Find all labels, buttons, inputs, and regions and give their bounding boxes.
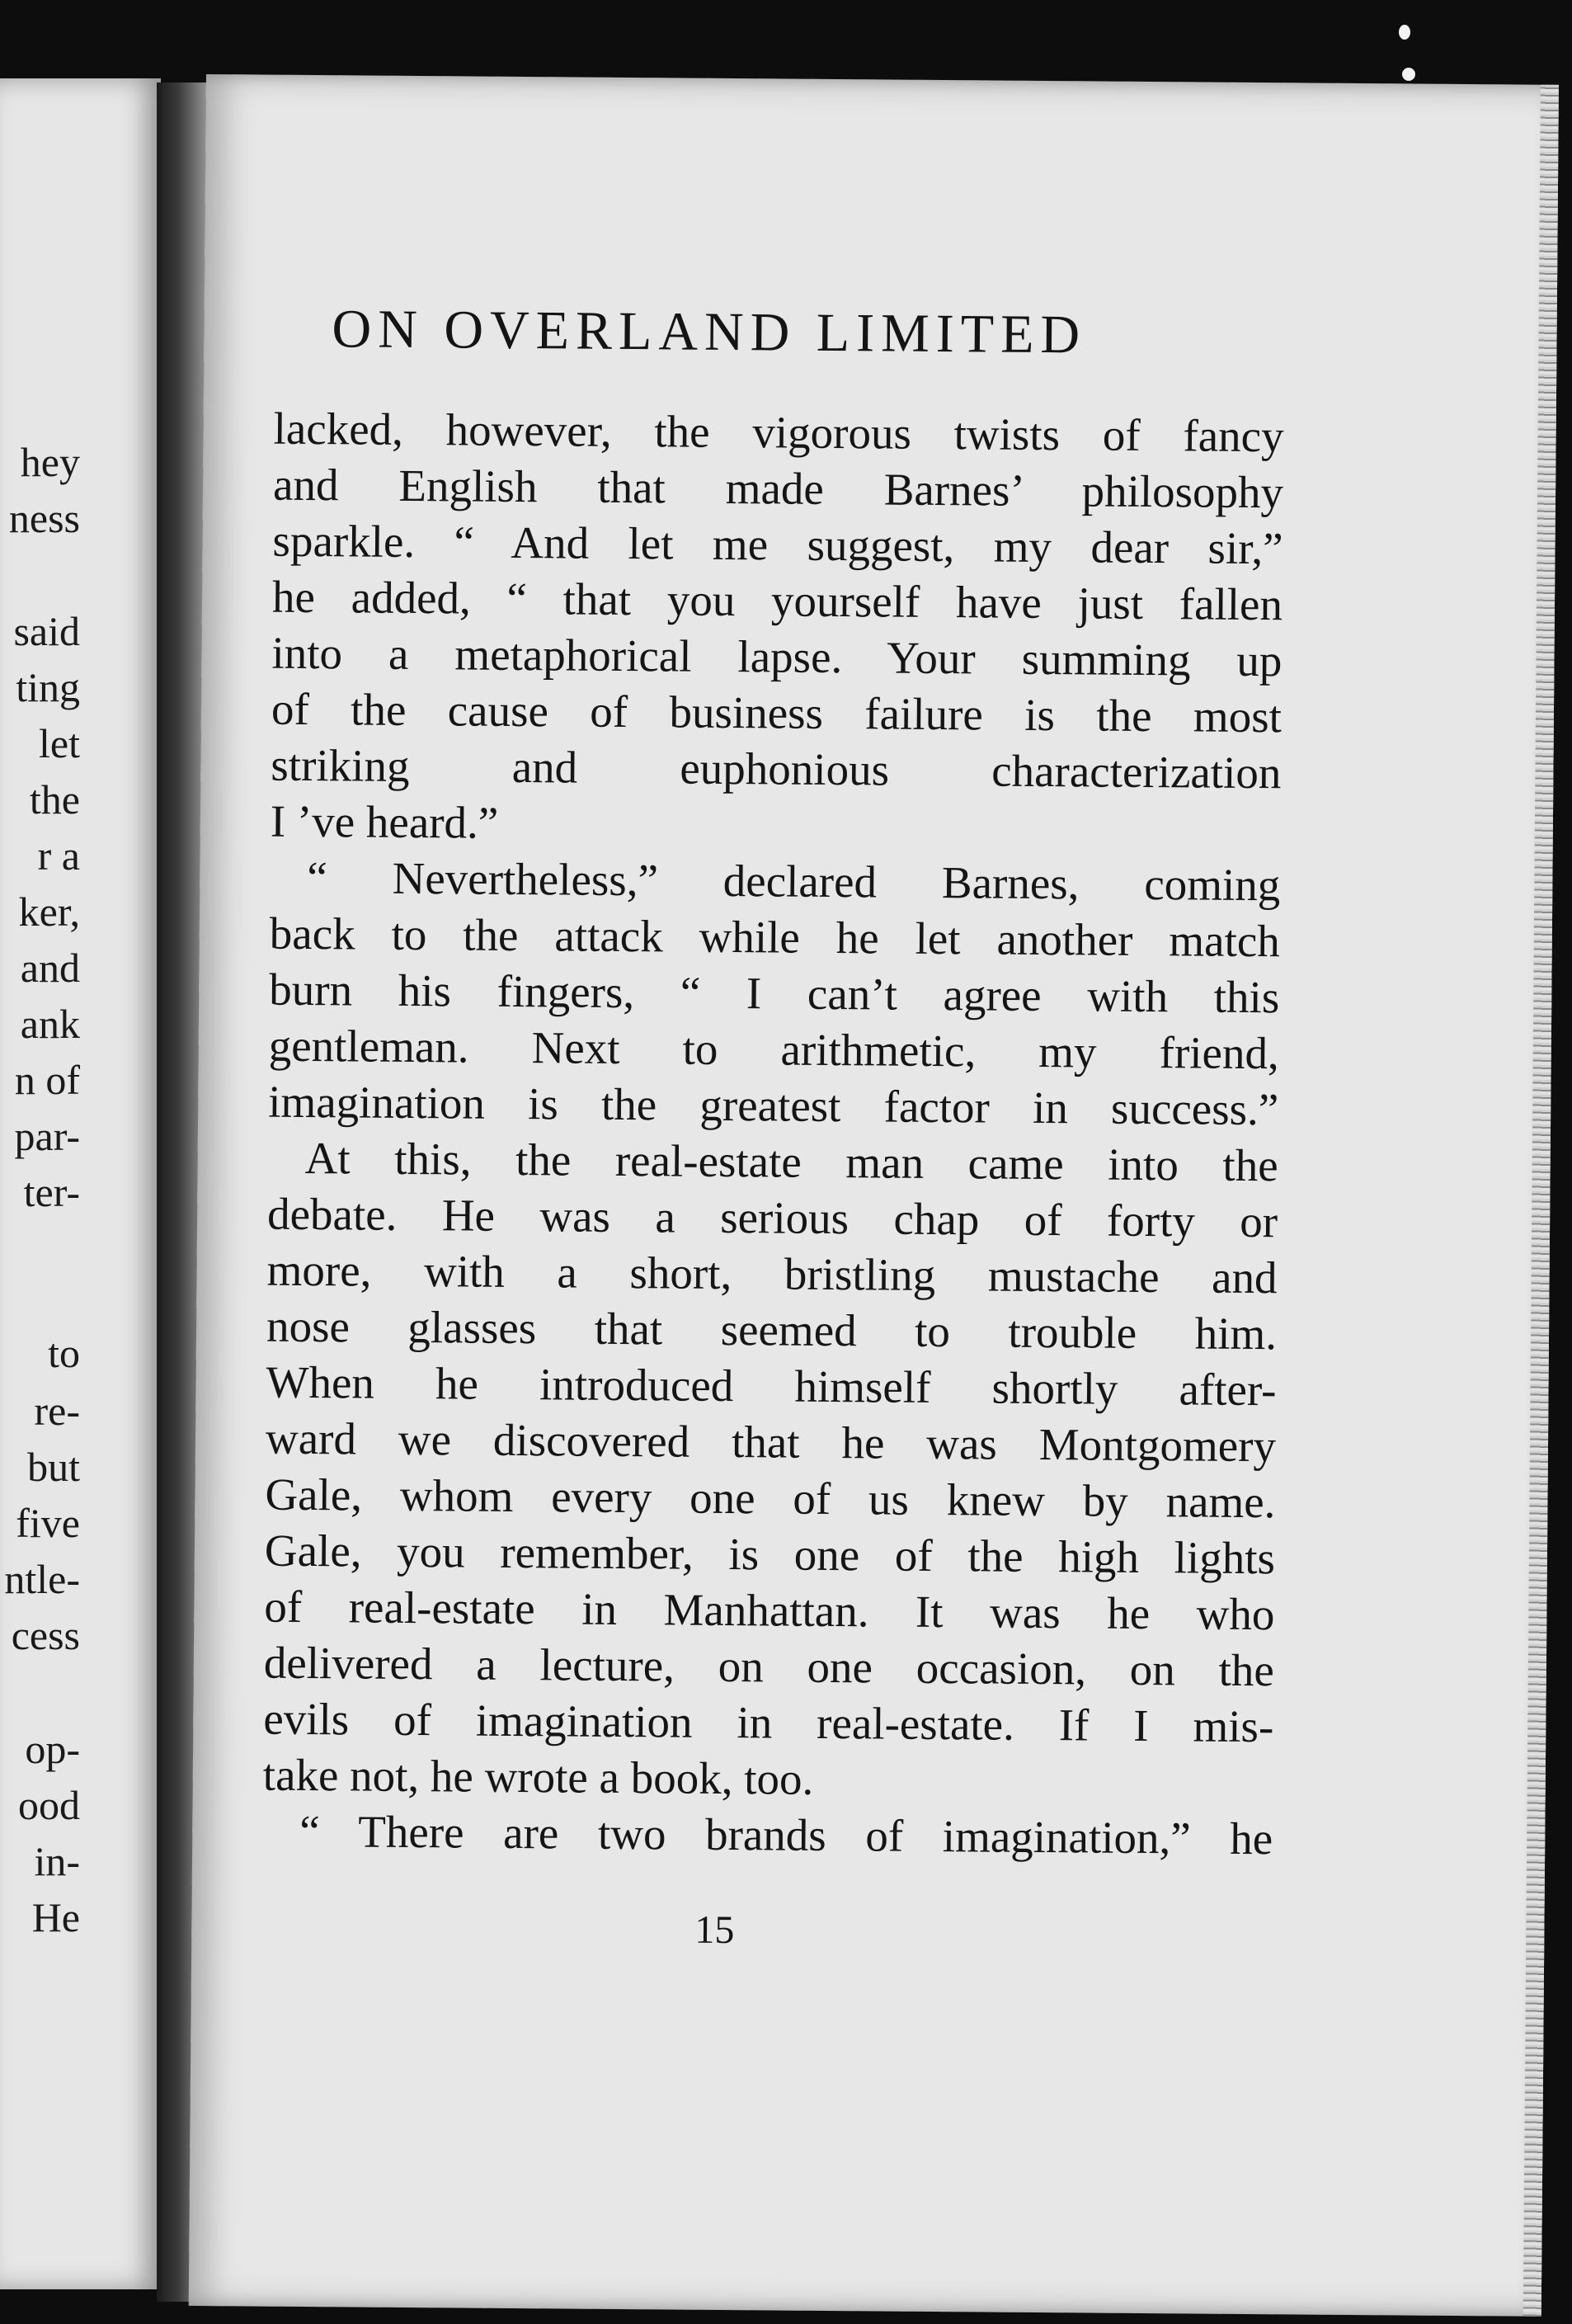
- running-head: ON OVERLAND LIMITED: [332, 299, 1087, 365]
- text-line: Gale, whom every one of us knew by name.: [265, 1468, 1276, 1528]
- left-fragment: ker,: [18, 889, 80, 935]
- page-number: 15: [694, 1907, 735, 1953]
- left-fragment: r a: [37, 832, 80, 879]
- left-fragment: cess: [11, 1612, 80, 1658]
- page-edge: [1523, 85, 1559, 2317]
- left-fragment: ood: [18, 1782, 80, 1828]
- left-fragment: and: [20, 945, 80, 991]
- text-line: debate. He was a serious chap of forty or: [266, 1188, 1278, 1247]
- text-line: At this, the real-estate man came into the: [304, 1132, 1278, 1191]
- left-fragment: ntle-: [4, 1556, 80, 1602]
- text-line: of the cause of business failure is the most: [271, 683, 1283, 742]
- text-line: ward we discovered that he was Montgomery: [265, 1412, 1277, 1472]
- text-line: back to the attack while he let another match: [269, 907, 1281, 967]
- left-fragment: to: [48, 1330, 80, 1376]
- text-line: I ’ve heard.”: [270, 795, 499, 848]
- text-line: gentleman. Next to arithmetic, my friend,: [268, 1020, 1279, 1079]
- left-fragment: said: [13, 608, 80, 654]
- left-fragment: par-: [14, 1113, 80, 1159]
- text-line: take not, he wrote a book, too.: [262, 1749, 814, 1804]
- left-fragment: in-: [34, 1838, 80, 1884]
- text-line: sparkle. “ And let me suggest, my dear sir,”: [272, 515, 1283, 574]
- left-fragment: ting: [16, 664, 80, 710]
- body-text: [262, 401, 1284, 1864]
- text-line: nose glasses that seemed to trouble him.: [266, 1300, 1278, 1360]
- text-line: delivered a lecture, on one occasion, on the: [263, 1637, 1275, 1696]
- text-line: and English that made Barnes’ philosophy: [272, 459, 1284, 518]
- left-fragment: but: [27, 1444, 80, 1490]
- text-line: of real-estate in Manhattan. It was he who: [264, 1581, 1275, 1640]
- dust-speck: [1402, 68, 1415, 81]
- left-fragment: n of: [14, 1057, 80, 1103]
- left-fragment: ter-: [23, 1169, 80, 1215]
- text-line: burn his fingers, “ I can’t agree with this: [269, 964, 1280, 1023]
- left-fragment: ank: [20, 1001, 80, 1047]
- left-fragment: hey: [20, 439, 80, 485]
- text-line: evils of imagination in real-estate. If I mis-: [263, 1693, 1274, 1752]
- left-fragment: five: [16, 1500, 80, 1546]
- text-line: into a metaphorical lapse. Your summing up: [271, 627, 1283, 686]
- left-fragment: He: [31, 1894, 80, 1940]
- left-fragment: ness: [8, 495, 80, 541]
- right-page: [189, 74, 1559, 2317]
- text-line: Gale, you remember, is one of the high lights: [264, 1525, 1276, 1584]
- dust-speck: [1399, 25, 1410, 40]
- left-page: [0, 78, 161, 2289]
- text-line: When he introduced himself shortly after-: [266, 1356, 1277, 1416]
- text-line: striking and euphonious characterization: [271, 739, 1282, 799]
- left-fragment: op-: [25, 1726, 80, 1772]
- text-line: “ Nevertheless,” declared Barnes, coming: [307, 851, 1281, 911]
- text-line: more, with a short, bristling mustache and: [266, 1244, 1278, 1303]
- text-line: imagination is the greatest factor in success.”: [267, 1076, 1279, 1135]
- text-line: “ There are two brands of imagination,” he: [299, 1805, 1273, 1864]
- text-line: he added, “ that you yourself have just fallen: [271, 571, 1283, 630]
- left-fragment: re-: [34, 1388, 80, 1434]
- left-fragment: let: [39, 720, 80, 766]
- text-line: lacked, however, the vigorous twists of fancy: [273, 403, 1284, 462]
- left-fragment: the: [29, 776, 80, 823]
